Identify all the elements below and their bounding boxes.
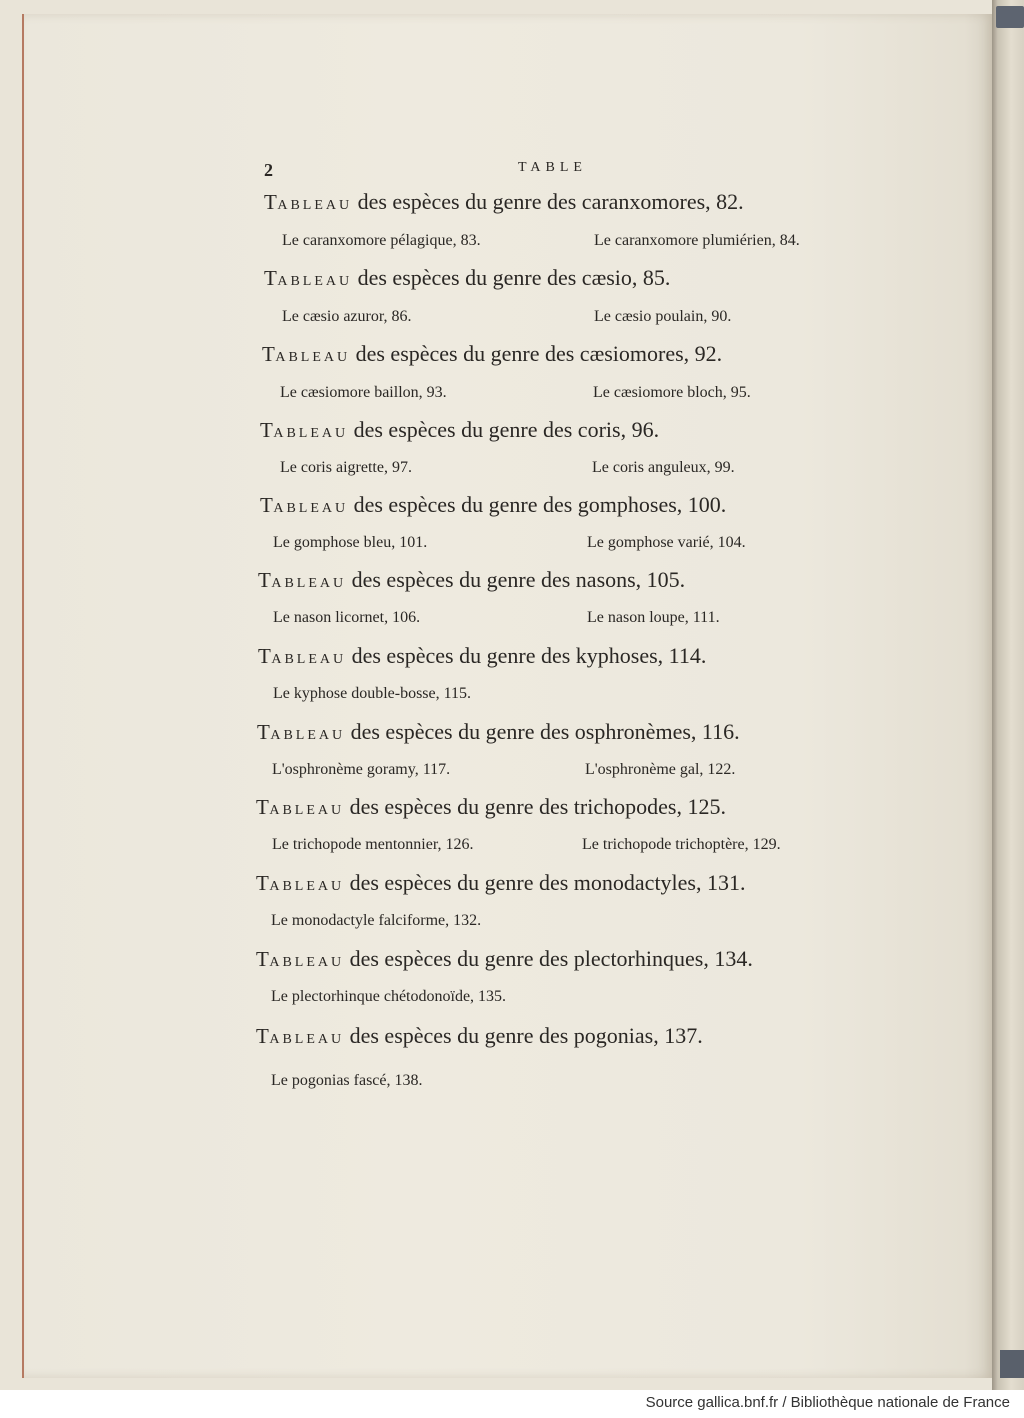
tableau-heading [256,1021,703,1051]
tableau-small-caps: ABLEAU [269,803,345,818]
species-entry: L'osphronème gal, 122. [585,761,736,778]
species-entry: Le cæsio azuror, 86. [282,308,412,325]
tableau-initial: T [256,1024,270,1048]
tableau-heading [260,415,659,445]
tableau-initial: T [256,795,270,819]
species-entry: Le kyphose double-bosse, 115. [273,685,472,702]
tableau-text: des espèces du genre des monodactyles, 131. [344,870,746,895]
page-title: TABLE [518,160,587,175]
tableau-small-caps: ABLEAU [269,1032,345,1047]
tableau-text: des espèces du genre des pogonias, 137. [344,1023,703,1048]
tableau-heading [264,263,670,293]
tableau-word [256,871,344,895]
source-attribution: Source gallica.bnf.fr / Bibliothèque nationale de France [645,1394,1010,1411]
tableau-word [262,342,350,366]
tableau-heading [264,187,744,217]
facing-page-edge [992,0,1024,1390]
tableau-text: des espèces du genre des caranxomores, 82. [352,189,744,214]
tableau-small-caps: ABLEAU [277,198,353,213]
book-page [22,14,994,1378]
species-entry: Le gomphose bleu, 101. [273,534,428,551]
tableau-text: des espèces du genre des coris, 96. [348,417,660,442]
species-entry: Le monodactyle falciforme, 132. [271,912,482,929]
species-entry: Le caranxomore pélagique, 83. [282,232,481,249]
tableau-heading [258,641,706,671]
tableau-small-caps: ABLEAU [270,728,346,743]
species-entry: Le coris aigrette, 97. [280,459,412,476]
source-footer [0,1390,1024,1418]
species-entry: Le caranxomore plumiérien, 84. [594,232,800,249]
running-head [0,160,1024,184]
tableau-heading [256,868,746,898]
tableau-small-caps: ABLEAU [273,426,349,441]
tableau-initial: T [258,644,272,668]
tableau-initial: T [257,720,271,744]
species-entry: Le gomphose varié, 104. [587,534,746,551]
species-entry: Le nason licornet, 106. [273,609,421,626]
binding-clip-top [996,6,1024,28]
tableau-initial: T [258,568,272,592]
tableau-text: des espèces du genre des cæsio, 85. [352,265,671,290]
tableau-text: des espèces du genre des trichopodes, 125. [344,794,726,819]
tableau-word [258,644,346,668]
tableau-text: des espèces du genre des nasons, 105. [346,567,686,592]
tableau-small-caps: ABLEAU [271,576,347,591]
tableau-word [258,568,346,592]
species-entry: Le plectorhinque chétodonoïde, 135. [271,988,507,1005]
tableau-word [256,1024,344,1048]
tableau-heading [258,565,685,595]
tableau-word [264,266,352,290]
tableau-text: des espèces du genre des cæsiomores, 92. [350,341,723,366]
tableau-text: des espèces du genre des kyphoses, 114. [346,643,707,668]
species-entry: L'osphronème goramy, 117. [272,761,451,778]
tableau-initial: T [256,871,270,895]
tableau-initial: T [260,493,274,517]
tableau-initial: T [264,190,278,214]
species-entry: Le cæsiomore baillon, 93. [280,384,447,401]
species-entry: Le trichopode mentonnier, 126. [272,836,474,853]
binding-clip-bottom [1000,1350,1024,1378]
tableau-initial: T [264,266,278,290]
species-entry: Le cæsio poulain, 90. [594,308,732,325]
tableau-heading [256,944,753,974]
tableau-text: des espèces du genre des osphronèmes, 116. [345,719,740,744]
tableau-word [260,418,348,442]
species-entry: Le pogonias fascé, 138. [271,1072,423,1089]
tableau-small-caps: ABLEAU [269,955,345,970]
tableau-word [256,795,344,819]
species-entry: Le coris anguleux, 99. [592,459,735,476]
tableau-heading [257,717,740,747]
tableau-initial: T [256,947,270,971]
tableau-heading [256,792,726,822]
species-entry: Le trichopode trichoptère, 129. [582,836,781,853]
tableau-word [264,190,352,214]
tableau-initial: T [262,342,276,366]
species-entry: Le nason loupe, 111. [587,609,720,626]
tableau-word [256,947,344,971]
tableau-initial: T [260,418,274,442]
tableau-word [257,720,345,744]
tableau-small-caps: ABLEAU [273,501,349,516]
tableau-small-caps: ABLEAU [277,274,353,289]
tableau-text: des espèces du genre des plectorhinques, 134. [344,946,753,971]
tableau-small-caps: ABLEAU [275,350,351,365]
tableau-word [260,493,348,517]
tableau-small-caps: ABLEAU [269,879,345,894]
page-number: 2 [264,160,273,180]
tableau-text: des espèces du genre des gomphoses, 100. [348,492,727,517]
tableau-heading [260,490,726,520]
species-entry: Le cæsiomore bloch, 95. [593,384,751,401]
tableau-small-caps: ABLEAU [271,652,347,667]
tableau-heading [262,339,722,369]
